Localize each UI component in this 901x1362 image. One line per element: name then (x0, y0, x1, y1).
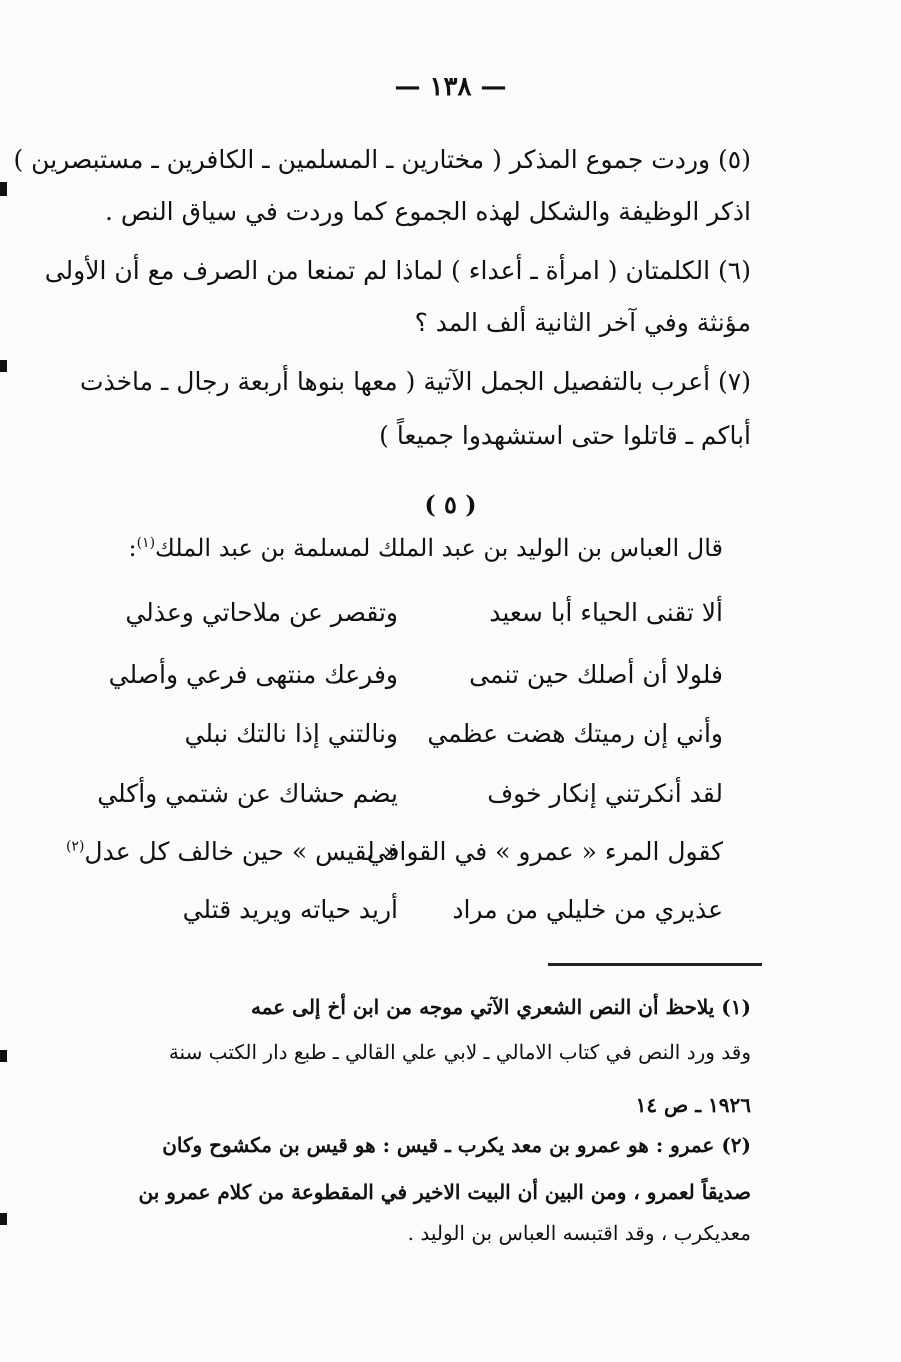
verse-3-second-hemistich: ونالتني إذا نالتك نبلي (184, 719, 398, 748)
page-number: — ١٣٨ — (394, 72, 507, 102)
footnote-separator (548, 963, 762, 966)
footnote-1-line-3: ١٩٢٦ ـ ص ١٤ (635, 1093, 751, 1117)
verse-6-first-hemistich: عذيري من خليلي من مراد (452, 895, 723, 924)
verse-2-second-hemistich: وفرعك منتهى فرعي وأصلي (108, 660, 398, 689)
verse-2-first-hemistich: فلولا أن أصلك حين تنمى (469, 660, 723, 689)
footnote-2-line-1: (٢) عمرو : هو عمرو بن معد يكرب ـ قيس : هو قيس بن مكشوح وكان (162, 1133, 751, 1157)
verse-5-second-hemistich (65, 837, 398, 866)
scan-edge-mark (0, 360, 7, 372)
exercise-7-line-1: (٧) أعرب بالتفصيل الجمل الآتية ( معها بنوها أربعة رجال ـ ماخذت (79, 367, 751, 396)
scan-edge-mark (0, 1213, 7, 1225)
poem-intro (123, 534, 723, 562)
verse-6-second-hemistich: أريد حياته ويريد قتلي (182, 895, 398, 924)
verse-5-first-hemistich: كقول المرء « عمرو » في القوافي (366, 837, 723, 866)
verse-5-second-text: « لقيس » حين خالف كل عدل (84, 837, 398, 866)
verse-1-first-hemistich: ألا تقنى الحياء أبا سعيد (489, 598, 723, 627)
footnote-2-line-3: معديكرب ، وقد اقتبسه العباس بن الوليد . (407, 1221, 751, 1245)
poem-intro-text: قال العباس بن الوليد بن عبد الملك لمسلمة بن عبد الملك (155, 534, 723, 562)
exercise-7-line-2: أباكم ـ قاتلوا حتى استشهدوا جميعاً ) (379, 421, 751, 450)
poem-intro-colon: : (128, 534, 137, 562)
footnote-1-line-2: وقد ورد النص في كتاب الامالي ـ لابي علي القالي ـ طبع دار الكتب سنة (168, 1040, 751, 1064)
exercise-5-line-2: اذكر الوظيفة والشكل لهذه الجموع كما وردت في سياق النص . (105, 197, 751, 226)
footnote-ref-1: (١) (136, 535, 156, 551)
exercise-5-line-1: (٥) وردت جموع المذكر ( مختارين ـ المسلمين ـ الكافرين ـ مستبصرين ) (13, 145, 751, 174)
verse-4-first-hemistich: لقد أنكرتني إنكار خوف (487, 779, 723, 808)
scan-edge-mark (0, 1050, 7, 1062)
section-number: ( ٥ ) (424, 490, 477, 519)
verse-4-second-hemistich: يضم حشاك عن شتمي وأكلي (97, 779, 398, 808)
footnote-1-line-1: (١) يلاحظ أن النص الشعري الآتي موجه من ابن أخ إلى عمه (250, 995, 751, 1019)
exercise-6-line-2: مؤنثة وفي آخر الثانية ألف المد ؟ (414, 308, 751, 337)
footnote-2-line-2: صديقاً لعمرو ، ومن البين أن البيت الاخير في المقطوعة من كلام عمرو بن (138, 1180, 751, 1204)
scan-edge-mark (0, 182, 7, 196)
verse-3-first-hemistich: وأني إن رميتك هضت عظمي (427, 719, 723, 748)
verse-1-second-hemistich: وتقصر عن ملاحاتي وعذلي (125, 598, 398, 627)
footnote-ref-2: (٢) (65, 838, 85, 855)
exercise-6-line-1: (٦) الكلمتان ( امرأة ـ أعداء ) لماذا لم تمنعا من الصرف مع أن الأولى (44, 256, 751, 285)
